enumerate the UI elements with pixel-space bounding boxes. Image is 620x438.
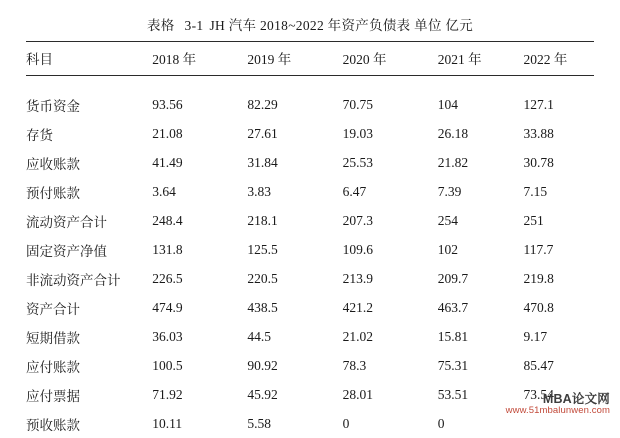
row-label: 货币资金 [26,90,152,119]
header-rule-row [26,76,594,91]
row-value: 70.75 [343,90,438,119]
row-label: 存货 [26,119,152,148]
row-value: 73.54 [523,380,594,409]
row-value: 26.18 [438,119,524,148]
row-value: 102 [438,235,524,264]
rule-cell-2 [247,76,342,91]
rule-cell-5 [523,76,594,91]
row-value: 85.47 [523,351,594,380]
column-header-2021: 2021 年 [438,42,524,76]
watermark [506,392,610,417]
row-value: 213.9 [343,264,438,293]
row-value: 33.88 [523,119,594,148]
row-label: 资产合计 [26,293,152,322]
row-label: 应付票据 [26,380,152,409]
row-value: 45.92 [247,380,342,409]
row-value: 82.29 [247,90,342,119]
balance-sheet-table [26,41,594,438]
row-value: 3.83 [247,177,342,206]
row-value: 127.1 [523,90,594,119]
row-value: 219.8 [523,264,594,293]
row-value: 3.64 [152,177,247,206]
row-value: 93.56 [152,90,247,119]
row-value: 30.78 [523,148,594,177]
row-label: 应收账款 [26,148,152,177]
row-label: 应付账款 [26,351,152,380]
rule-cell-1 [152,76,247,91]
row-value: 207.3 [343,206,438,235]
table-header [26,42,594,76]
table-body [26,76,594,438]
watermark-name: MBA论文网 [506,392,610,406]
row-label: 预付账款 [26,177,152,206]
row-value: 470.8 [523,293,594,322]
row-value: 131.8 [152,235,247,264]
row-value: 438.5 [247,293,342,322]
column-header-2018: 2018 年 [152,42,247,76]
row-value: 36.03 [152,322,247,351]
row-value: 10.11 [152,409,247,438]
column-header-subject: 科目 [26,42,152,76]
row-value: 463.7 [438,293,524,322]
row-value: 90.92 [247,351,342,380]
caption-number: 3-1 [175,18,210,33]
table-row [26,119,594,148]
table-row [26,293,594,322]
table-row [26,206,594,235]
row-value: 71.92 [152,380,247,409]
row-value: 209.7 [438,264,524,293]
caption-text: JH 汽车 2018~2022 年资产负债表 单位 亿元 [209,18,473,33]
row-value: 104 [438,90,524,119]
row-value: 21.08 [152,119,247,148]
table-row [26,235,594,264]
row-value: 7.39 [438,177,524,206]
table-row [26,322,594,351]
row-value: 25.53 [343,148,438,177]
row-value: 6.47 [343,177,438,206]
rule-cell-0 [26,76,152,91]
caption-prefix: 表格 [147,18,175,33]
table-header-row [26,42,594,76]
row-value: 78.3 [343,351,438,380]
column-header-2020: 2020 年 [343,42,438,76]
row-value: 28.01 [343,380,438,409]
row-value: 254 [438,206,524,235]
row-value: 53.51 [438,380,524,409]
row-value: 19.03 [343,119,438,148]
row-value: 21.82 [438,148,524,177]
row-value: 21.02 [343,322,438,351]
table-row [26,90,594,119]
row-value: 100.5 [152,351,247,380]
row-value: 9.17 [523,322,594,351]
row-value: 0 [343,409,438,438]
row-value: 220.5 [247,264,342,293]
row-label: 预收账款 [26,409,152,438]
column-header-2022: 2022 年 [523,42,594,76]
table-row [26,351,594,380]
row-value: 474.9 [152,293,247,322]
column-header-2019: 2019 年 [247,42,342,76]
row-value: 27.61 [247,119,342,148]
row-value: 109.6 [343,235,438,264]
table-row [26,177,594,206]
row-value: 117.7 [523,235,594,264]
row-label: 短期借款 [26,322,152,351]
row-value: 44.5 [247,322,342,351]
row-label: 非流动资产合计 [26,264,152,293]
table-row [26,148,594,177]
row-value: 7.15 [523,177,594,206]
row-value: 41.49 [152,148,247,177]
row-value: 31.84 [247,148,342,177]
row-label: 固定资产净值 [26,235,152,264]
row-value: 218.1 [247,206,342,235]
row-value: 248.4 [152,206,247,235]
rule-cell-3 [343,76,438,91]
row-value: 226.5 [152,264,247,293]
table-caption [26,10,594,41]
row-value: 15.81 [438,322,524,351]
row-value: 421.2 [343,293,438,322]
row-value: 251 [523,206,594,235]
row-value: 0 [438,409,524,438]
watermark-url: www.51mbalunwen.com [506,406,610,417]
table-row [26,264,594,293]
rule-cell-4 [438,76,524,91]
row-label: 流动资产合计 [26,206,152,235]
row-value: 5.58 [247,409,342,438]
row-value: 125.5 [247,235,342,264]
row-value: 75.31 [438,351,524,380]
